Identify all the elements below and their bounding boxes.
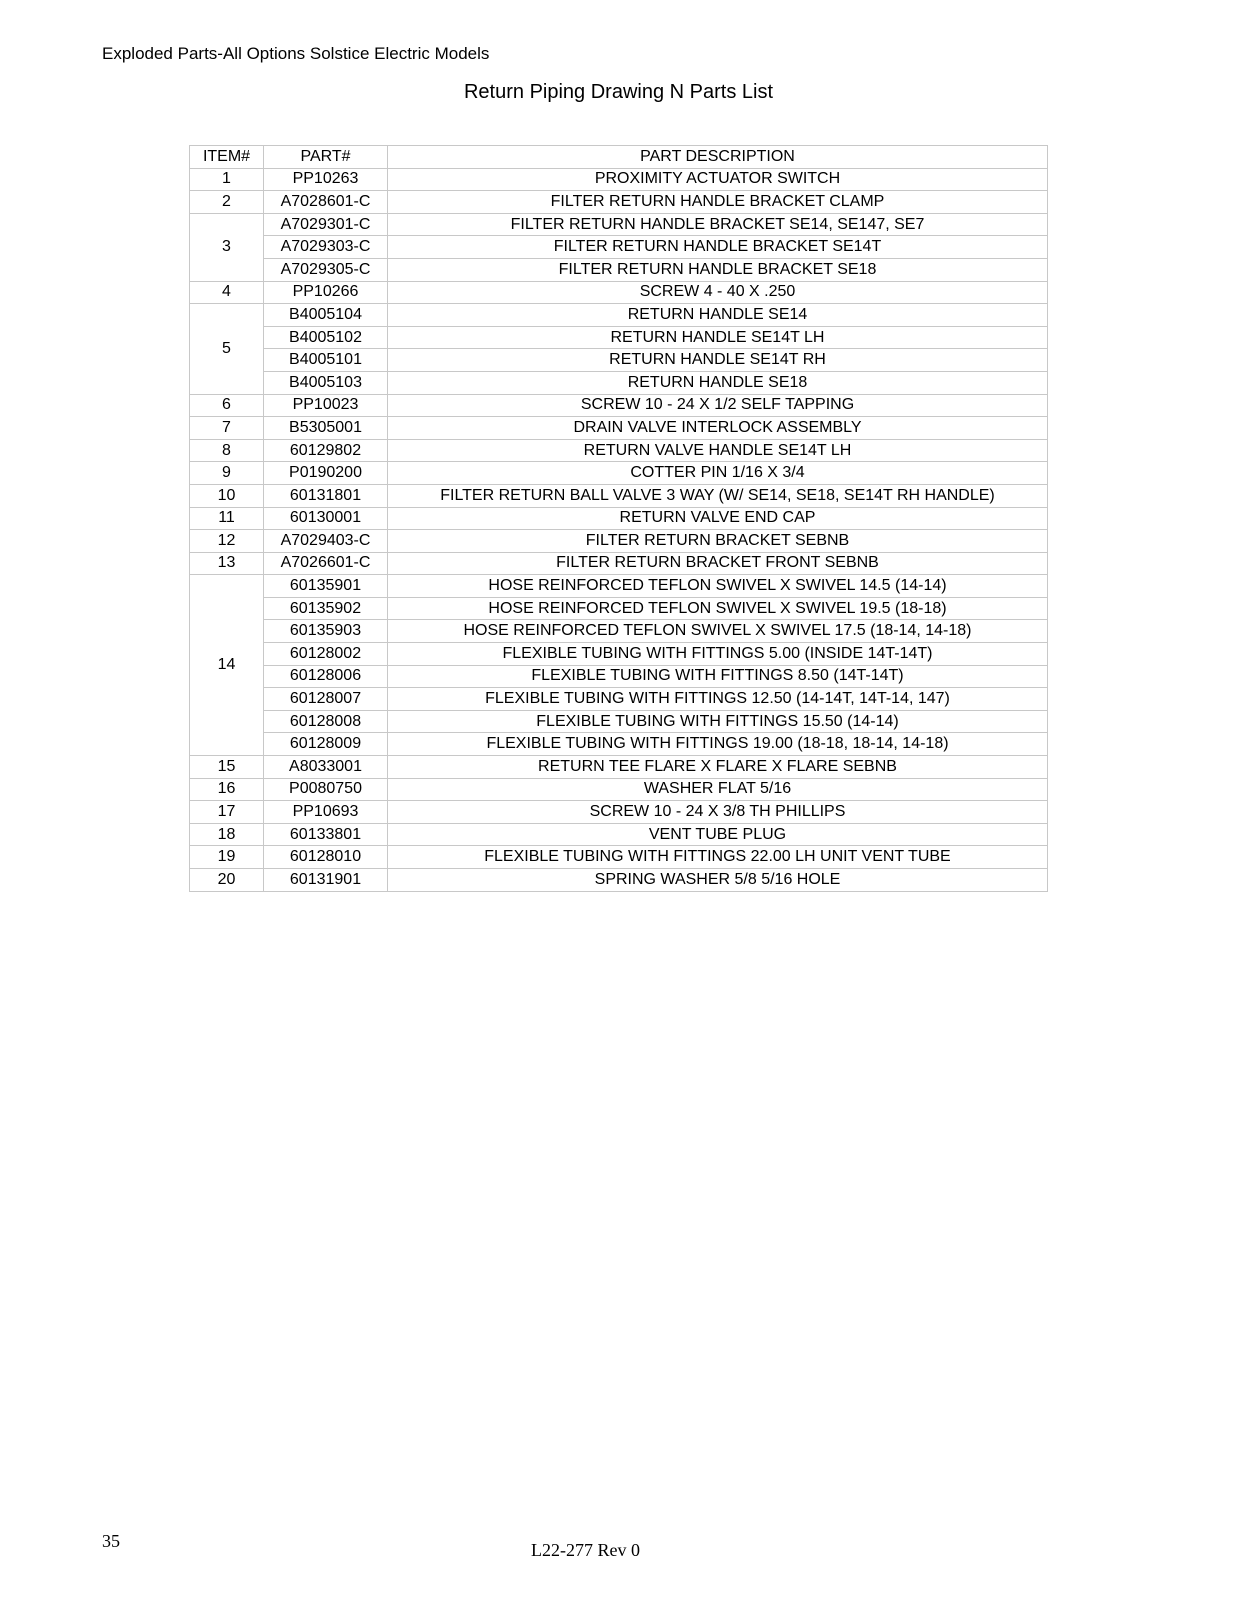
part-number-cell: PP10693	[264, 801, 388, 824]
table-row	[190, 778, 1048, 801]
part-description-cell: RETURN HANDLE SE14T RH	[388, 349, 1048, 372]
table-row	[190, 191, 1048, 214]
table-row	[190, 349, 1048, 372]
part-number-cell: A7029305-C	[264, 258, 388, 281]
part-description-cell: HOSE REINFORCED TEFLON SWIVEL X SWIVEL 17.5 (18-14, 14-18)	[388, 620, 1048, 643]
part-description-cell: HOSE REINFORCED TEFLON SWIVEL X SWIVEL 19.5 (18-18)	[388, 597, 1048, 620]
part-description-cell: FILTER RETURN HANDLE BRACKET SE14T	[388, 236, 1048, 259]
table-row	[190, 213, 1048, 236]
document-reference: L22-277 Rev 0	[531, 1540, 640, 1560]
part-number-cell: 60128006	[264, 665, 388, 688]
table-row	[190, 462, 1048, 485]
part-description-cell: RETURN TEE FLARE X FLARE X FLARE SEBNB	[388, 756, 1048, 779]
item-number-cell: 10	[190, 484, 264, 507]
part-number-cell: A7028601-C	[264, 191, 388, 214]
item-number-cell: 4	[190, 281, 264, 304]
part-description-cell: RETURN HANDLE SE14T LH	[388, 326, 1048, 349]
table-row	[190, 823, 1048, 846]
table-row	[190, 575, 1048, 598]
part-number-cell: PP10023	[264, 394, 388, 417]
item-number-cell: 1	[190, 168, 264, 191]
table-row	[190, 688, 1048, 711]
part-description-cell: COTTER PIN 1/16 X 3/4	[388, 462, 1048, 485]
item-number-cell: 7	[190, 417, 264, 440]
part-description-cell: FILTER RETURN BALL VALVE 3 WAY (W/ SE14, SE18, SE14T RH HANDLE)	[388, 484, 1048, 507]
table-row	[190, 236, 1048, 259]
parts-table-body	[190, 168, 1048, 891]
part-number-cell: 60128008	[264, 710, 388, 733]
part-number-cell: B4005101	[264, 349, 388, 372]
part-description-cell: RETURN HANDLE SE14	[388, 304, 1048, 327]
document-header-title: Exploded Parts-All Options Solstice Electric Models	[102, 44, 490, 63]
item-number-cell: 11	[190, 507, 264, 530]
table-row	[190, 439, 1048, 462]
part-number-cell: 60133801	[264, 823, 388, 846]
part-number-cell: P0190200	[264, 462, 388, 485]
part-number-cell: 60135901	[264, 575, 388, 598]
item-number-cell: 5	[190, 304, 264, 394]
item-number-cell: 15	[190, 756, 264, 779]
table-row	[190, 484, 1048, 507]
part-description-cell: FILTER RETURN HANDLE BRACKET SE14, SE147, SE7	[388, 213, 1048, 236]
table-row	[190, 620, 1048, 643]
part-number-cell: B4005103	[264, 371, 388, 394]
part-description-cell: WASHER FLAT 5/16	[388, 778, 1048, 801]
item-number-cell: 13	[190, 552, 264, 575]
part-number-cell: B4005102	[264, 326, 388, 349]
table-row	[190, 168, 1048, 191]
part-description-cell: RETURN HANDLE SE18	[388, 371, 1048, 394]
part-description-cell: SCREW 10 - 24 X 1/2 SELF TAPPING	[388, 394, 1048, 417]
part-number-cell: B4005104	[264, 304, 388, 327]
item-number-cell: 20	[190, 869, 264, 892]
item-number-cell: 19	[190, 846, 264, 869]
part-description-cell: FILTER RETURN BRACKET FRONT SEBNB	[388, 552, 1048, 575]
part-description-cell: FILTER RETURN BRACKET SEBNB	[388, 530, 1048, 553]
part-number-cell: 60131801	[264, 484, 388, 507]
table-row	[190, 756, 1048, 779]
table-row	[190, 507, 1048, 530]
item-number-cell: 3	[190, 213, 264, 281]
item-number-cell: 12	[190, 530, 264, 553]
part-description-cell: FILTER RETURN HANDLE BRACKET CLAMP	[388, 191, 1048, 214]
table-row	[190, 394, 1048, 417]
item-number-cell: 14	[190, 575, 264, 756]
part-number-cell: 60128010	[264, 846, 388, 869]
part-description-cell: FLEXIBLE TUBING WITH FITTINGS 8.50 (14T-14T)	[388, 665, 1048, 688]
table-row	[190, 281, 1048, 304]
table-header-row	[190, 146, 1048, 169]
sheet-title: Return Piping Drawing N Parts List	[463, 81, 773, 103]
table-row	[190, 552, 1048, 575]
part-description-cell: DRAIN VALVE INTERLOCK ASSEMBLY	[388, 417, 1048, 440]
part-description-cell: FLEXIBLE TUBING WITH FITTINGS 12.50 (14-14T, 14T-14, 147)	[388, 688, 1048, 711]
parts-list-table	[189, 145, 1048, 892]
part-number-cell: P0080750	[264, 778, 388, 801]
table-row	[190, 530, 1048, 553]
table-row	[190, 869, 1048, 892]
table-row	[190, 258, 1048, 281]
table-row	[190, 371, 1048, 394]
item-number-cell: 8	[190, 439, 264, 462]
part-description-cell: RETURN VALVE END CAP	[388, 507, 1048, 530]
part-description-cell: FILTER RETURN HANDLE BRACKET SE18	[388, 258, 1048, 281]
part-description-cell: SPRING WASHER 5/8 5/16 HOLE	[388, 869, 1048, 892]
part-number-cell: A7029303-C	[264, 236, 388, 259]
part-description-cell: FLEXIBLE TUBING WITH FITTINGS 19.00 (18-18, 18-14, 14-18)	[388, 733, 1048, 756]
part-number-cell: A7029403-C	[264, 530, 388, 553]
part-number-cell: PP10266	[264, 281, 388, 304]
part-number-cell: A7029301-C	[264, 213, 388, 236]
column-header-item: ITEM#	[190, 146, 264, 169]
item-number-cell: 18	[190, 823, 264, 846]
part-number-cell: 60130001	[264, 507, 388, 530]
part-description-cell: HOSE REINFORCED TEFLON SWIVEL X SWIVEL 14.5 (14-14)	[388, 575, 1048, 598]
part-number-cell: B5305001	[264, 417, 388, 440]
part-number-cell: 60135903	[264, 620, 388, 643]
part-number-cell: A8033001	[264, 756, 388, 779]
part-description-cell: SCREW 10 - 24 X 3/8 TH PHILLIPS	[388, 801, 1048, 824]
part-number-cell: 60128009	[264, 733, 388, 756]
item-number-cell: 2	[190, 191, 264, 214]
item-number-cell: 9	[190, 462, 264, 485]
part-number-cell: 60129802	[264, 439, 388, 462]
part-number-cell: A7026601-C	[264, 552, 388, 575]
part-description-cell: FLEXIBLE TUBING WITH FITTINGS 22.00 LH UNIT VENT TUBE	[388, 846, 1048, 869]
page-number: 35	[102, 1531, 120, 1551]
table-row	[190, 733, 1048, 756]
item-number-cell: 17	[190, 801, 264, 824]
column-header-description: PART DESCRIPTION	[388, 146, 1048, 169]
table-row	[190, 710, 1048, 733]
part-number-cell: PP10263	[264, 168, 388, 191]
part-description-cell: FLEXIBLE TUBING WITH FITTINGS 5.00 (INSIDE 14T-14T)	[388, 643, 1048, 666]
column-header-part: PART#	[264, 146, 388, 169]
table-row	[190, 597, 1048, 620]
part-number-cell: 60128007	[264, 688, 388, 711]
item-number-cell: 6	[190, 394, 264, 417]
table-row	[190, 665, 1048, 688]
part-number-cell: 60135902	[264, 597, 388, 620]
table-row	[190, 801, 1048, 824]
table-row	[190, 846, 1048, 869]
table-row	[190, 304, 1048, 327]
part-description-cell: SCREW 4 - 40 X .250	[388, 281, 1048, 304]
item-number-cell: 16	[190, 778, 264, 801]
table-row	[190, 417, 1048, 440]
part-description-cell: VENT TUBE PLUG	[388, 823, 1048, 846]
part-description-cell: RETURN VALVE HANDLE SE14T LH	[388, 439, 1048, 462]
table-row	[190, 326, 1048, 349]
part-description-cell: FLEXIBLE TUBING WITH FITTINGS 15.50 (14-14)	[388, 710, 1048, 733]
part-number-cell: 60131901	[264, 869, 388, 892]
part-description-cell: PROXIMITY ACTUATOR SWITCH	[388, 168, 1048, 191]
part-number-cell: 60128002	[264, 643, 388, 666]
table-row	[190, 643, 1048, 666]
